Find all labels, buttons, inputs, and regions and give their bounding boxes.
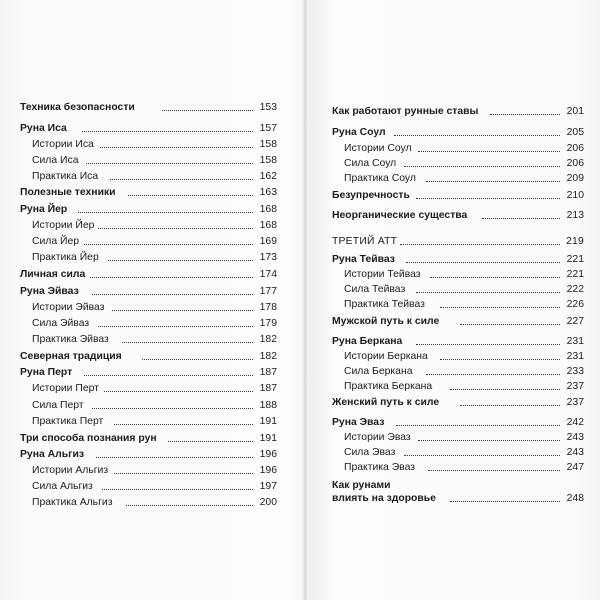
toc-title: Сила Альгиз xyxy=(32,481,93,492)
dot-leader xyxy=(98,326,253,327)
dot-leader xyxy=(82,131,253,132)
toc-page-number: 158 xyxy=(259,139,277,150)
toc-title: Практика Йер xyxy=(32,252,99,263)
toc-title: Истории Тейваз xyxy=(344,269,421,280)
toc-page-number: 187 xyxy=(259,367,277,378)
dot-leader xyxy=(396,425,560,426)
toc-page-number: 231 xyxy=(566,351,584,362)
dot-leader xyxy=(92,294,253,295)
toc-entry xyxy=(32,249,277,267)
toc-page-number: 221 xyxy=(566,254,584,265)
toc-title: Сила Йер xyxy=(32,236,80,247)
toc-page-number: 209 xyxy=(566,173,584,184)
toc-page-number: 231 xyxy=(566,336,584,347)
toc-page-number: 219 xyxy=(566,236,584,247)
dot-leader xyxy=(440,359,560,360)
toc-title: Руна Эваз xyxy=(332,417,385,428)
toc-page-number: 233 xyxy=(566,366,584,377)
toc-page-number: 242 xyxy=(566,417,584,428)
toc-page-number: 213 xyxy=(566,210,584,221)
toc-title: Руна Тейваз xyxy=(332,254,395,265)
toc-title: Полезные техники xyxy=(20,187,116,198)
toc-title: Руна Беркана xyxy=(332,336,403,347)
dot-leader xyxy=(84,244,253,245)
toc-page-number: 153 xyxy=(259,102,277,113)
toc-title: Сила Эйваз xyxy=(32,318,90,329)
dot-leader xyxy=(416,292,560,293)
dot-leader xyxy=(482,218,560,219)
toc-page-number: 191 xyxy=(259,416,277,427)
dot-leader xyxy=(418,440,560,441)
toc-entry xyxy=(332,313,584,331)
dot-leader xyxy=(100,147,253,148)
toc-title: Мужской путь к силе xyxy=(332,316,440,327)
toc-page-number: 179 xyxy=(259,318,277,329)
dot-leader xyxy=(86,163,253,164)
dot-leader xyxy=(90,277,253,278)
toc-title: Истории Йер xyxy=(32,220,95,231)
toc-page-number: 247 xyxy=(566,462,584,473)
dot-leader xyxy=(450,389,560,390)
toc-title: Сила Соул xyxy=(344,158,397,169)
dot-leader xyxy=(394,135,560,136)
toc-page-number: 210 xyxy=(566,190,584,201)
dot-leader xyxy=(426,181,560,182)
toc-entry xyxy=(332,103,584,121)
toc-title: Практика Эйваз xyxy=(32,334,109,345)
dot-leader xyxy=(428,470,560,471)
toc-page-number: 237 xyxy=(566,397,584,408)
toc-title: Сила Эваз xyxy=(344,447,396,458)
toc-title: Техника безопасности xyxy=(20,102,135,113)
toc-title: Северная традиция xyxy=(20,351,122,362)
toc-page-number: 222 xyxy=(566,284,584,295)
toc-page-number: 168 xyxy=(259,204,277,215)
toc-page-number: 174 xyxy=(259,269,277,280)
dot-leader xyxy=(400,244,560,245)
toc-title-line: Как рунами xyxy=(332,480,391,491)
toc-page-number: 201 xyxy=(566,106,584,117)
toc-title: Практика Беркана xyxy=(344,381,433,392)
dot-leader xyxy=(104,391,253,392)
dot-leader xyxy=(96,457,253,458)
toc-page-number: 162 xyxy=(259,171,277,182)
dot-leader xyxy=(430,277,560,278)
dot-leader xyxy=(122,342,253,343)
toc-title: Сила Иса xyxy=(32,155,79,166)
toc-page-number: 221 xyxy=(566,269,584,280)
dot-leader xyxy=(114,424,253,425)
dot-leader xyxy=(168,441,253,442)
toc-title: Сила Беркана xyxy=(344,366,413,377)
dot-leader xyxy=(404,166,560,167)
toc-page-number: 177 xyxy=(259,286,277,297)
toc-entry xyxy=(332,233,584,251)
toc-title: Руна Перт xyxy=(20,367,73,378)
toc-title: Практика Перт xyxy=(32,416,104,427)
toc-entry xyxy=(20,266,277,284)
toc-page-number: 196 xyxy=(259,449,277,460)
toc-title-line: влиять на здоровье xyxy=(332,493,436,504)
dot-leader xyxy=(142,359,253,360)
toc-title: Три способа познания рун xyxy=(20,433,157,444)
toc-title: Истории Иса xyxy=(32,139,94,150)
toc-title: Сила Перт xyxy=(32,400,84,411)
dot-leader xyxy=(126,505,253,506)
toc-entry xyxy=(32,494,277,512)
dot-leader xyxy=(404,455,560,456)
toc-page-number: 182 xyxy=(259,334,277,345)
toc-page-number: 200 xyxy=(259,497,277,508)
toc-title: Практика Тейваз xyxy=(344,299,425,310)
toc-entry xyxy=(344,296,584,314)
toc-title: ТРЕТИЙ АТТ xyxy=(332,236,398,247)
toc-entry xyxy=(20,99,277,117)
toc-entry xyxy=(32,380,277,398)
toc-title: Истории Эваз xyxy=(344,432,411,443)
toc-entry xyxy=(32,413,277,431)
toc-page-number: 187 xyxy=(259,383,277,394)
toc-page-number: 188 xyxy=(259,400,277,411)
toc-title: Женский путь к силе xyxy=(332,397,440,408)
toc-page-number: 163 xyxy=(259,187,277,198)
toc-page-number: 227 xyxy=(566,316,584,327)
dot-leader xyxy=(108,260,253,261)
dot-leader xyxy=(84,375,253,376)
toc-page-number: 243 xyxy=(566,447,584,458)
dot-leader xyxy=(418,151,560,152)
dot-leader xyxy=(416,198,560,199)
dot-leader xyxy=(406,262,560,263)
toc-title: Как работают рунные ставы xyxy=(332,106,479,117)
toc-title: Сила Тейваз xyxy=(344,284,406,295)
dot-leader xyxy=(440,307,560,308)
toc-page-number: 158 xyxy=(259,155,277,166)
dot-leader xyxy=(128,195,253,196)
toc-entry xyxy=(32,331,277,349)
toc-title: Практика Альгиз xyxy=(32,497,113,508)
toc-title: Неорганические существа xyxy=(332,210,468,221)
dot-leader xyxy=(450,501,560,502)
toc-title: Руна Эйваз xyxy=(20,286,79,297)
toc-title: Истории Беркана xyxy=(344,351,428,362)
toc-title: Практика Эваз xyxy=(344,462,415,473)
toc-title: Истории Перт xyxy=(32,383,99,394)
toc-entry xyxy=(332,187,584,205)
dot-leader xyxy=(490,114,560,115)
toc-page-number: 173 xyxy=(259,252,277,263)
toc-page-number: 206 xyxy=(566,143,584,154)
toc-page-number: 168 xyxy=(259,220,277,231)
toc-title: Руна Йер xyxy=(20,204,68,215)
toc-entry xyxy=(332,207,584,225)
toc-page-number: 248 xyxy=(566,493,584,504)
dot-leader xyxy=(460,405,560,406)
toc-title: Личная сила xyxy=(20,269,86,280)
dot-leader xyxy=(98,228,253,229)
dot-leader xyxy=(102,489,253,490)
toc-page-number: 196 xyxy=(259,465,277,476)
toc-page-number: 191 xyxy=(259,433,277,444)
toc-entry xyxy=(344,170,584,188)
toc-title: Истории Альгиз xyxy=(32,465,109,476)
toc-page-number: 182 xyxy=(259,351,277,362)
toc-page-number: 157 xyxy=(259,123,277,134)
dot-leader xyxy=(162,110,253,111)
dot-leader xyxy=(92,408,253,409)
toc-page-number: 237 xyxy=(566,381,584,392)
toc-page-number: 169 xyxy=(259,236,277,247)
toc-title xyxy=(332,479,436,505)
toc-title: Практика Иса xyxy=(32,171,99,182)
toc-title: Руна Альгиз xyxy=(20,449,85,460)
toc-page-number: 226 xyxy=(566,299,584,310)
dot-leader xyxy=(110,179,253,180)
toc-title: Руна Иса xyxy=(20,123,67,134)
dot-leader xyxy=(416,344,560,345)
toc-entry xyxy=(332,478,584,508)
toc-entry xyxy=(332,394,584,412)
toc-page-number: 206 xyxy=(566,158,584,169)
dot-leader xyxy=(114,473,253,474)
toc-entry xyxy=(344,459,584,477)
toc-page-number: 243 xyxy=(566,432,584,443)
dot-leader xyxy=(426,374,560,375)
toc-title: Практика Соул xyxy=(344,173,416,184)
right-page xyxy=(308,0,600,600)
toc-page-number: 178 xyxy=(259,302,277,313)
toc-title: Безупречность xyxy=(332,190,410,201)
dot-leader xyxy=(112,310,253,311)
toc-entry xyxy=(20,184,277,202)
toc-page-number: 205 xyxy=(566,127,584,138)
toc-title: Истории Соул xyxy=(344,143,412,154)
toc-page-number: 197 xyxy=(259,481,277,492)
dot-leader xyxy=(78,212,253,213)
toc-title: Руна Соул xyxy=(332,127,386,138)
toc-title: Истории Эйваз xyxy=(32,302,105,313)
dot-leader xyxy=(460,324,560,325)
